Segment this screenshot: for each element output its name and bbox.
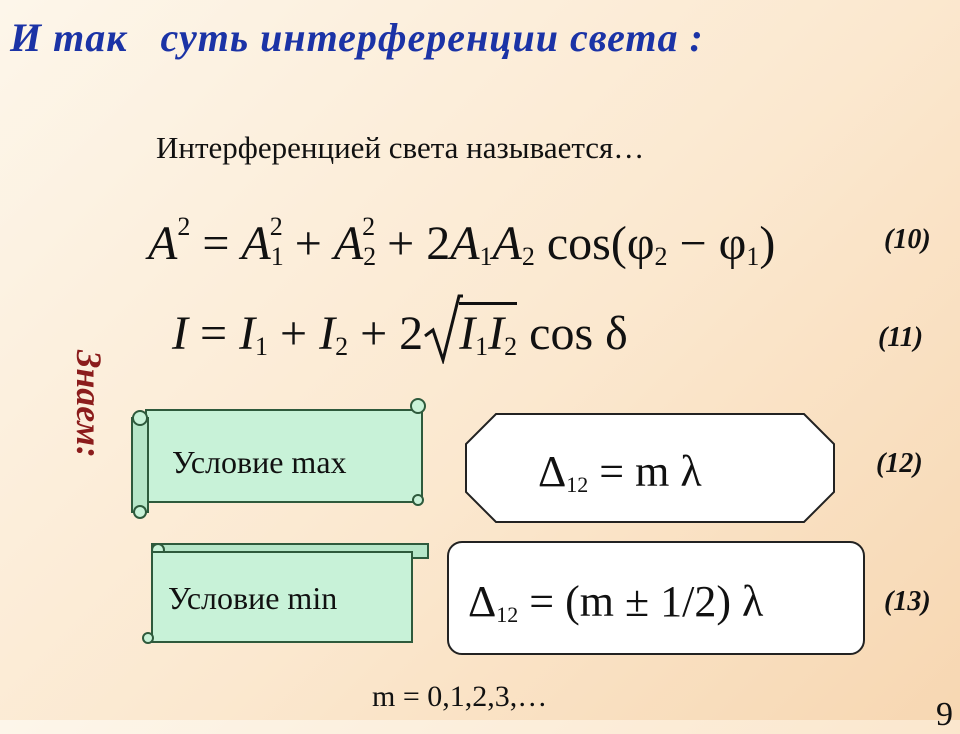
condition-max-formula: $\Delta_{12} = m$ λ xyxy=(538,447,702,497)
formula-intensity: $I = I_1 + I_2 + 2$ $I_1I_2$ cos δ xyxy=(172,310,628,360)
condition-min-label: Условие min xyxy=(168,580,338,616)
page-number: 9 xyxy=(936,696,953,733)
condition-min-formula: $\Delta_{12} = (m \pm 1/2)$ λ xyxy=(468,577,764,627)
equation-number-12: (12) xyxy=(876,448,923,479)
equation-number-13: (13) xyxy=(884,586,931,617)
slide-title: И так суть интерференции света : xyxy=(10,15,704,60)
condition-max-formula-box xyxy=(464,412,836,524)
equation-number-10: (10) xyxy=(884,224,931,255)
m-values-text: m = 0,1,2,3,… xyxy=(372,680,548,713)
equation-number-11: (11) xyxy=(878,322,924,353)
sqrt-sign: $I_1I_2$ xyxy=(423,310,517,360)
condition-max-label: Условие max xyxy=(172,444,347,480)
scroll-banner-min xyxy=(140,536,430,648)
side-label-known: Знаем: xyxy=(69,350,109,459)
definition-text: Интерференцией света называется… xyxy=(156,130,645,165)
condition-min-formula-box xyxy=(446,540,866,656)
scroll-banner-max xyxy=(128,396,430,520)
formula-amplitude: $A^2 = A_1^2 + A_2^2 + 2A_1A_2$ $\cos(\varphi_2 - \varphi_1)$ xyxy=(148,212,776,271)
